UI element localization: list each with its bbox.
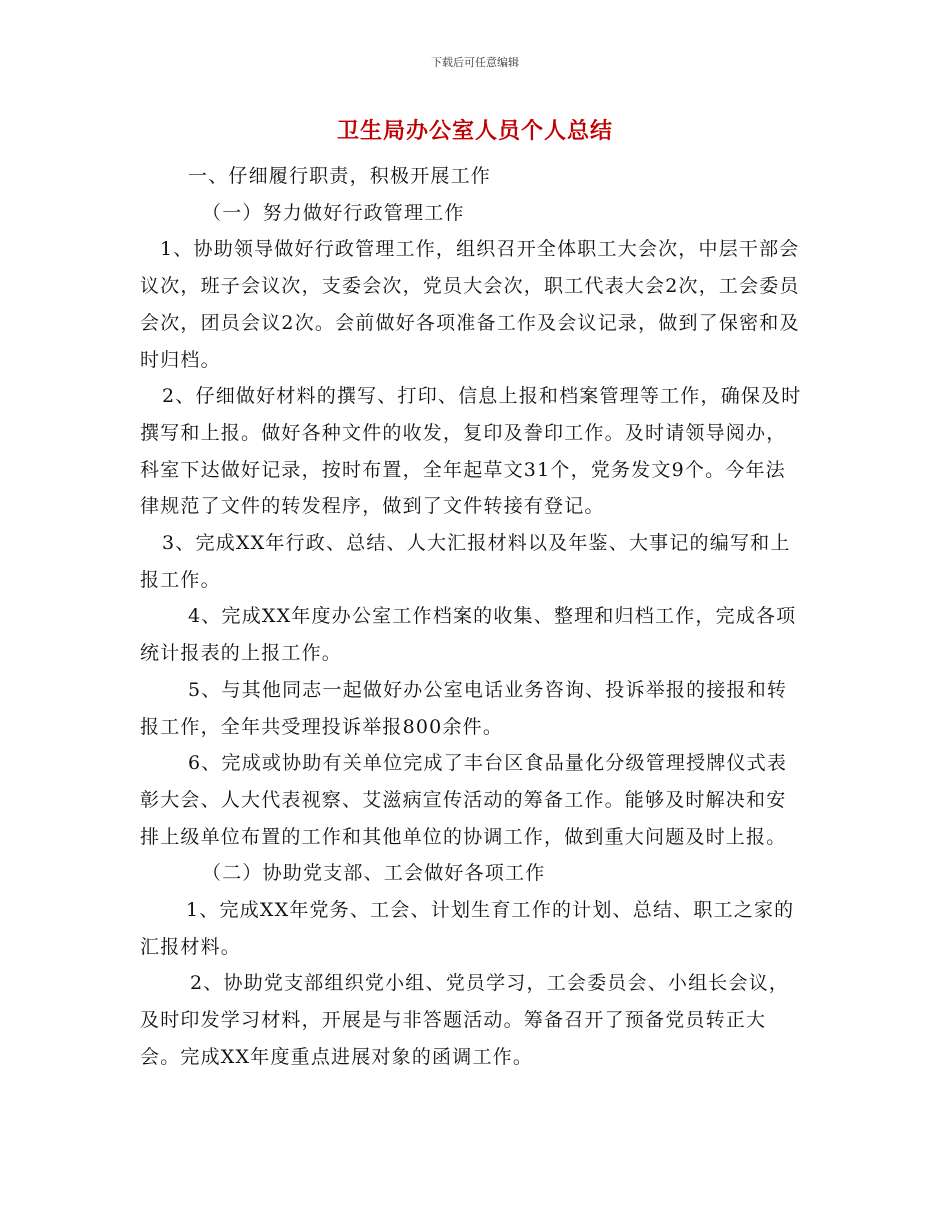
document-body — [140, 158, 806, 1076]
subsection-heading-1: （一）努力做好行政管理工作 — [202, 201, 465, 224]
paragraph-1-6: 6、完成或协助有关单位完成了丰台区食品量化分级管理授牌仪式表彰大会、人大代表视察、艾滋病宣传活动的筹备工作。能够及时解决和安排上级单位布置的工作和其他单位的协调工作，做到重大问题及时上报。 — [140, 752, 788, 848]
paragraph-2-2: 2、协助党支部组织党小组、党员学习，工会委员会、小组长会议，及时印发学习材料，开展是与非答题活动。筹备召开了预备党员转正大会。完成XX年度重点进展对象的函调工作。 — [140, 972, 790, 1068]
paragraph-1-3: 3、完成XX年行政、总结、人大汇报材料以及年鉴、大事记的编写和上报工作。 — [140, 532, 791, 591]
subsection-heading-2: （二）协助党支部、工会做好各项工作 — [202, 862, 546, 885]
paragraph-1-1: 1、协助领导做好行政管理工作，组织召开全体职工大会次，中层干部会议次，班子会议次，支委会次，党员大会次，职工代表大会2次，工会委员会次，团员会议2次。会前做好各项准备工作及会议记录，做到了保密和及时归档。 — [140, 238, 800, 371]
paragraph-2-1: 1、完成XX年党务、工会、计划生育工作的计划、总结、职工之家的汇报材料。 — [140, 899, 795, 958]
paragraph-1-5: 5、与其他同志一起做好办公室电话业务咨询、投诉举报的接报和转报工作，全年共受理投诉举报800余件。 — [140, 678, 788, 738]
document-title: 卫生局办公室人员个人总结 — [336, 118, 613, 144]
paragraph-1-2: 2、仔细做好材料的撰写、打印、信息上报和档案管理等工作，确保及时撰写和上报。做好各种文件的收发，复印及誊印工作。及时请领导阅办，科室下达做好记录，按时布置，全年起草文31个，党务发文9个。今年法律规范了文件的转发程序，做到了文件转接有登记。 — [140, 385, 802, 518]
paragraph-1-4: 4、完成XX年度办公室工作档案的收集、整理和归档工作，完成各项统计报表的上报工作。 — [140, 605, 797, 665]
header-note: 下载后可任意编辑 — [431, 56, 519, 69]
section-heading-1: 一、仔细履行职责，积极开展工作 — [188, 165, 492, 187]
